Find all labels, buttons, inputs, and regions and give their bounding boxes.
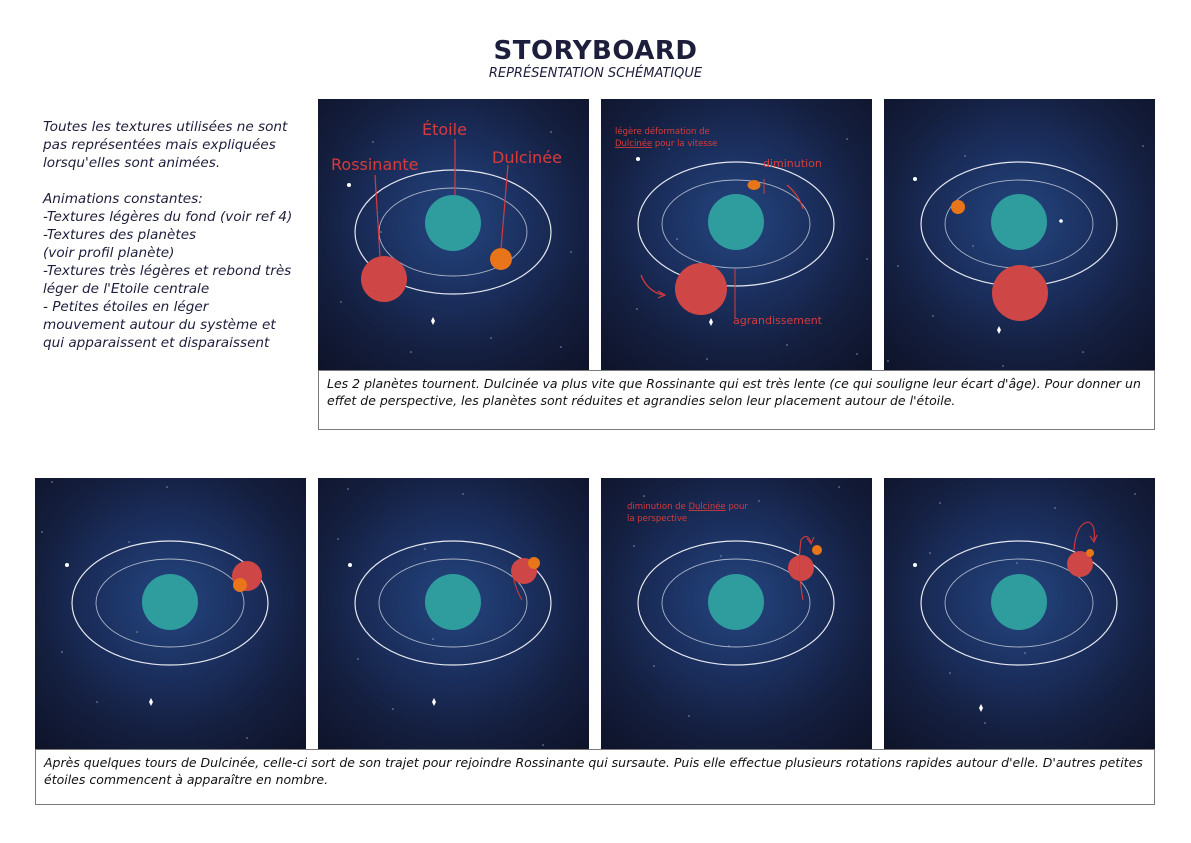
storyboard-frame-5 xyxy=(318,478,589,749)
central-star xyxy=(425,574,481,630)
small-star xyxy=(913,177,917,181)
note-line: Toutes les textures utilisées ne sont xyxy=(43,119,288,135)
arrow-head xyxy=(1090,535,1097,542)
background-speck xyxy=(357,658,359,660)
background-speck xyxy=(136,631,138,633)
note-line: qui apparaissent et disparaissent xyxy=(43,335,270,351)
rossinante-planet xyxy=(788,555,814,581)
small-star xyxy=(997,326,1001,334)
deformation-name: Dulcinée xyxy=(615,139,653,149)
background-speck xyxy=(340,301,342,303)
background-speck xyxy=(972,245,974,247)
dulcinee-planet xyxy=(951,200,965,214)
background-speck xyxy=(758,500,760,502)
storyboard-frame-2 xyxy=(601,99,872,370)
background-speck xyxy=(128,541,130,543)
small-star xyxy=(979,704,983,712)
background-speck xyxy=(1054,507,1056,509)
background-speck xyxy=(1016,562,1018,564)
label-diminution-perspective xyxy=(627,501,748,512)
background-speck xyxy=(636,308,638,310)
background-speck xyxy=(939,502,941,504)
small-star xyxy=(347,183,351,187)
background-speck xyxy=(984,722,986,724)
label-rossinante: Rossinante xyxy=(331,155,419,174)
central-star xyxy=(991,574,1047,630)
background-speck xyxy=(720,555,722,557)
background-speck xyxy=(380,231,382,233)
background-speck xyxy=(688,715,690,717)
label-pointer xyxy=(375,175,380,257)
background-speck xyxy=(897,265,899,267)
background-speck xyxy=(838,486,840,488)
rossinante-planet xyxy=(992,265,1048,321)
note-line: pas représentées mais expliquées xyxy=(43,137,276,153)
label-agrandissement: agrandissement xyxy=(733,314,822,327)
background-speck xyxy=(410,351,412,353)
background-speck xyxy=(887,360,889,362)
label-deformation-line2 xyxy=(615,138,717,149)
diminution-rest: pour xyxy=(725,502,748,512)
note-line: lorsqu'elles sont animées. xyxy=(43,155,221,171)
central-star xyxy=(991,194,1047,250)
background-speck xyxy=(570,251,572,253)
background-speck xyxy=(41,531,43,533)
background-speck xyxy=(61,651,63,653)
note-line: Animations constantes: xyxy=(43,191,203,207)
note-line: léger de l'Etoile centrale xyxy=(43,281,210,297)
motion-arrow xyxy=(1074,522,1094,550)
small-star xyxy=(636,157,640,161)
rossinante-planet xyxy=(361,256,407,302)
background-speck xyxy=(846,138,848,140)
label-diminution: diminution xyxy=(763,157,822,170)
dulcinee-planet xyxy=(812,545,822,555)
background-speck xyxy=(392,708,394,710)
notes-block xyxy=(43,118,308,352)
background-speck xyxy=(432,638,434,640)
note-line: -Textures légères du fond (voir ref 4) xyxy=(43,209,293,225)
background-speck xyxy=(706,358,708,360)
storyboard-frame-6 xyxy=(601,478,872,749)
background-speck xyxy=(633,545,635,547)
background-speck xyxy=(866,258,868,260)
background-speck xyxy=(1142,145,1144,147)
storyboard-frame-7 xyxy=(884,478,1155,749)
page-subtitle: REPRÉSENTATION SCHÉMATIQUE xyxy=(488,66,703,81)
storyboard-frame-4 xyxy=(35,478,306,749)
page-title: STORYBOARD xyxy=(493,36,698,66)
deformation-line1: légère déformation de xyxy=(615,127,710,137)
note-line: - Petites étoiles en léger xyxy=(43,299,209,315)
central-star xyxy=(708,194,764,250)
dulcinee-planet xyxy=(490,248,512,270)
label-diminution-perspective-line2: la perspective xyxy=(627,514,688,524)
background-speck xyxy=(964,155,966,157)
background-speck xyxy=(1082,351,1084,353)
diminution-name: Dulcinée xyxy=(688,502,726,512)
background-speck xyxy=(246,737,248,739)
background-speck xyxy=(166,486,168,488)
background-speck xyxy=(424,548,426,550)
background-speck xyxy=(1024,652,1026,654)
background-speck xyxy=(932,315,934,317)
label-etoile: Étoile xyxy=(422,120,467,139)
background-speck xyxy=(653,665,655,667)
deformation-rest: pour la vitesse xyxy=(652,139,718,149)
rossinante-planet xyxy=(675,263,727,315)
caption-row-1: Les 2 planètes tournent. Dulcinée va plus vite que Rossinante qui est très lente (ce qui souligne leur écart d'âge). Pour donner un effet de perspective, les planètes sont réduites et agrandies selon leur placement autour de l'étoile. xyxy=(318,370,1155,430)
central-star xyxy=(708,574,764,630)
background-speck xyxy=(1134,493,1136,495)
background-speck xyxy=(676,238,678,240)
caption-row-2: Après quelques tours de Dulcinée, celle-ci sort de son trajet pour rejoindre Rossinante qui sursaute. Puis elle effectue plusieurs rotations rapides autour d'elle. D'autres petites étoiles commencent à apparaître en nombre. xyxy=(35,749,1155,805)
small-star xyxy=(65,563,69,567)
central-star xyxy=(425,195,481,251)
storyboard-frame-3 xyxy=(884,99,1155,370)
small-star xyxy=(432,698,436,706)
background-speck xyxy=(643,495,645,497)
storyboard-frame-1 xyxy=(318,99,589,370)
background-speck xyxy=(372,141,374,143)
background-speck xyxy=(462,493,464,495)
note-line: -Textures des planètes xyxy=(43,227,197,243)
small-star xyxy=(149,698,153,706)
background-speck xyxy=(856,353,858,355)
small-star xyxy=(1059,219,1063,223)
label-dulcinee: Dulcinée xyxy=(492,148,562,167)
note-line: (voir profil planète) xyxy=(43,245,175,261)
background-speck xyxy=(490,337,492,339)
background-speck xyxy=(51,481,53,483)
small-star xyxy=(431,317,435,325)
dulcinee-planet xyxy=(748,180,761,190)
dulcinee-planet xyxy=(1086,549,1094,557)
small-star xyxy=(348,563,352,567)
dulcinee-planet xyxy=(233,578,247,592)
diminution-prefix: diminution de xyxy=(627,502,689,512)
background-speck xyxy=(929,552,931,554)
label-deformation xyxy=(615,126,710,137)
background-speck xyxy=(550,131,552,133)
note-line: -Textures très légères et rebond très xyxy=(43,263,292,279)
background-speck xyxy=(786,344,788,346)
central-star xyxy=(142,574,198,630)
background-speck xyxy=(347,488,349,490)
background-speck xyxy=(96,701,98,703)
note-line: mouvement autour du système et xyxy=(43,317,276,333)
small-star xyxy=(913,563,917,567)
small-star xyxy=(709,318,713,326)
background-speck xyxy=(337,538,339,540)
background-speck xyxy=(1002,365,1004,367)
background-speck xyxy=(560,346,562,348)
background-speck xyxy=(542,744,544,746)
dulcinee-planet xyxy=(528,557,540,569)
background-speck xyxy=(949,672,951,674)
